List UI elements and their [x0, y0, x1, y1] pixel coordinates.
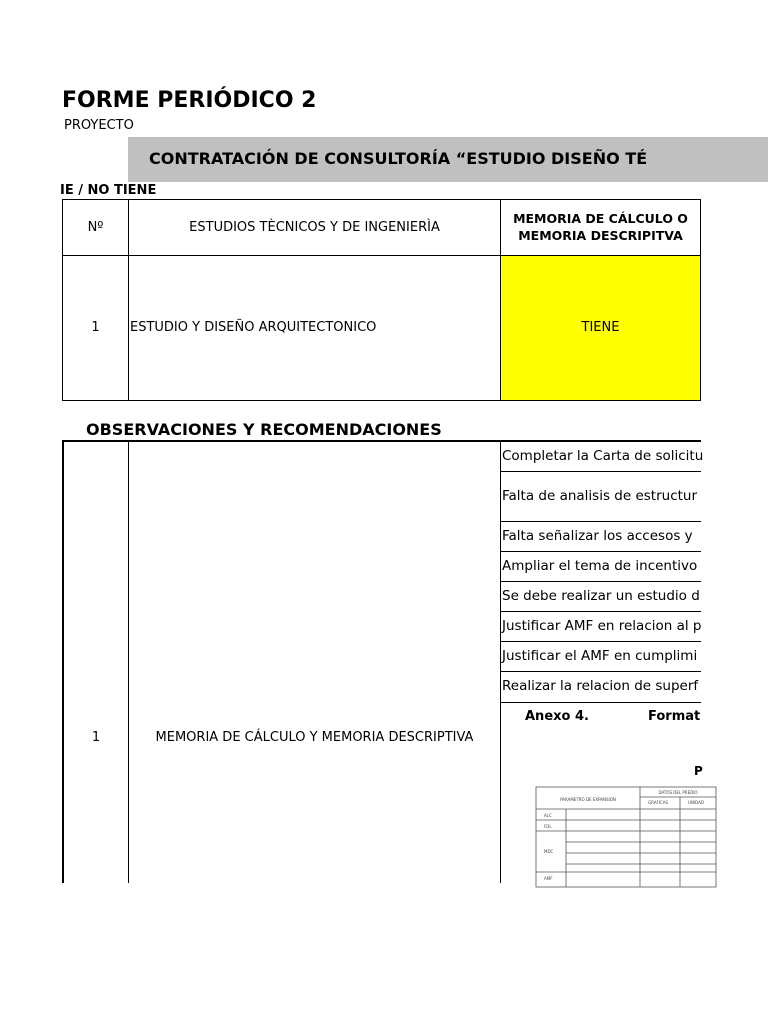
annex-table-header: PARAMETRO DE EXPANSION: [560, 797, 616, 802]
table1-border-bottom: [62, 400, 701, 401]
annex-row-label: AMF: [544, 876, 553, 881]
obs-border-left: [62, 440, 64, 883]
observation-item: Falta señalizar los accesos y: [502, 528, 693, 544]
observation-item: Se debe realizar un estudio d: [502, 588, 700, 604]
annex-row-label: MDC: [544, 849, 554, 854]
project-banner: [128, 137, 768, 182]
table1-border-top: [62, 199, 701, 200]
obs-row-line: [501, 521, 701, 522]
annex-p-label: P: [694, 764, 703, 778]
annex-table-sub-1: GRAFICAS: [647, 800, 669, 805]
annex-table-header-2: DATOS DEL PREDIO: [658, 790, 698, 795]
annex-image: [502, 703, 704, 883]
page-title: FORME PERIÓDICO 2: [62, 88, 317, 113]
observations-title: OBSERVACIONES Y RECOMENDACIONES: [86, 420, 442, 439]
table1-header-divider: [62, 255, 701, 256]
header-studies: ESTUDIOS TÈCNICOS Y DE INGENIERÌA: [189, 220, 440, 235]
obs-row-line: [501, 581, 701, 582]
observation-item: Ampliar el tema de incentivo: [502, 558, 698, 574]
obs-col-divider-2: [500, 442, 501, 883]
obs-row-number: 1: [91, 730, 101, 745]
row-status: TIENE: [581, 320, 620, 335]
annex-table-sub-2: UNIDAD: [688, 800, 704, 805]
project-label: PROYECTO: [64, 118, 134, 133]
obs-col-divider-1: [128, 442, 129, 883]
observation-item: Justificar el AMF en cumplimi: [502, 648, 698, 664]
annex-heading: Anexo 4.: [525, 709, 589, 724]
observation-item: Justificar AMF en relacion al p: [502, 618, 702, 634]
table1-border-right: [700, 199, 701, 401]
annex-format-label: Format: [648, 709, 701, 724]
obs-row-label: MEMORIA DE CÁLCULO Y MEMORIA DESCRIPTIVA: [155, 730, 474, 745]
header-no: Nº: [87, 220, 104, 235]
row-number: 1: [91, 320, 100, 335]
annex-row-label: FDL: [544, 824, 552, 829]
observation-item: Completar la Carta de solicitu: [502, 448, 704, 464]
obs-row-line: [501, 671, 701, 672]
header-memoria-line2: MEMORIA DESCRIPITVA: [518, 228, 683, 243]
obs-row-line: [501, 611, 701, 612]
obs-row-line: [501, 641, 701, 642]
annex-row-label: ALC: [544, 813, 552, 818]
observation-item: Realizar la relacion de superf: [502, 678, 699, 694]
banner-text: CONTRATACIÓN DE CONSULTORÍA “ESTUDIO DISEÑO TÉ: [149, 149, 648, 168]
obs-row-line: [501, 551, 701, 552]
observation-item: Falta de analisis de estructur: [502, 488, 698, 504]
obs-border-top: [62, 440, 701, 442]
annex-form-table: [536, 787, 716, 887]
row-study-name: ESTUDIO Y DISEÑO ARQUITECTONICO: [130, 320, 377, 335]
header-memoria-line1: MEMORIA DE CÁLCULO O: [513, 211, 688, 226]
obs-row-line: [501, 471, 701, 472]
legend-label: IE / NO TIENE: [60, 183, 157, 198]
